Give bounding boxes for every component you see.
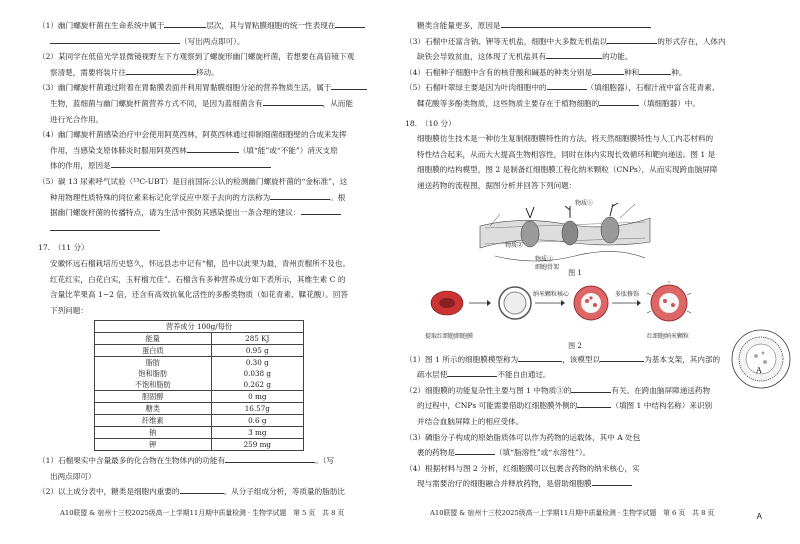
right-footer: A10联盟 & 宿州十三校2025级高一上学期11月期中质量检测 · 生物学试题 第 6 页 共 8 页 — [430, 509, 715, 517]
left-footer: A10联盟 & 宿州十三校2025级高一上学期11月期中质量检测 · 生物学试题 第 5 页 共 8 页 — [60, 509, 345, 517]
answer-blank[interactable] — [455, 446, 495, 455]
fig2-label-rbc-nanoparticle: 红细胞纳米颗粒 — [647, 332, 690, 340]
answer-blank[interactable] — [447, 368, 497, 377]
q16-3-line2: 生物，蓝细菌与幽门螺旋杆菌营养方式不同，是因为蓝细菌含有 ，从而能 — [50, 98, 353, 108]
fig2-label-extract: 提取红细胞细胞膜 — [425, 332, 474, 340]
answer-blank[interactable] — [571, 384, 611, 393]
table-row: 胆固醇 0 mg — [95, 391, 304, 403]
q16-4-line1: （4）幽门螺旋杆菌感染治疗中会使用阿莫西林，阿莫西林通过抑制细菌细胞壁的合成来发挥 — [38, 130, 347, 140]
fig2-label-core: 纳米颗粒核心 — [533, 290, 570, 298]
answer-blank[interactable] — [547, 81, 587, 90]
r4-line1: （5）石榴叶翠绿主要是因为叶肉细胞中的 （填细胞器），石榴汁液中富含花青素、 — [405, 83, 720, 93]
q16-2-line2: 察清楚，需要将装片往 移动。 — [50, 67, 219, 77]
q17-para-line4: 下列问题： — [50, 305, 88, 315]
liposome-label-a: A — [756, 366, 762, 375]
q18-heading: 18. （10 分） — [405, 118, 456, 128]
q18-para-line2: 特性结合起来，从而大大提高生物相容性，同时在体内实现长效循环和靶向递送。图 1 是 — [417, 149, 716, 159]
q16-3-line1: （3）幽门螺旋杆菌通过附着在胃黏膜表面并利用胃黏膜细胞分泌的营养物质生活，属于 — [38, 80, 373, 96]
q16-4-line3: 体的作用，原因是 — [38, 158, 373, 174]
q18-para-line4: 递送药物的流程图，据图分析并回答下列问题： — [417, 180, 577, 190]
answer-blank[interactable] — [639, 66, 671, 75]
answer-blank[interactable] — [518, 353, 562, 362]
answer-blank[interactable] — [180, 485, 224, 494]
answer-blank[interactable] — [607, 35, 657, 44]
q16-1-line1: （1）幽门螺旋杆菌在生命系统中属于 层次，其与胃粘膜细胞的统一性表现在 — [38, 18, 373, 34]
nutrition-table — [94, 320, 304, 451]
fig1-label-substance2: 物质② — [505, 241, 524, 249]
q16-5-line3: 据幽门螺旋杆菌的传播特点，请为生活中预防其感染提出一条合理的建议： — [38, 205, 373, 221]
cnp-flow-illustration — [425, 281, 745, 327]
q18-2-line3: 并结合血脑屏障上的相应受体。 — [417, 416, 524, 426]
fig1-label-substance1: 物质① — [575, 199, 594, 207]
q17-2-line1: （2）以上成分表中，糖类是细胞内重要的 。从分子组成分析，等质量的脂肪比 — [38, 487, 346, 497]
answer-blank[interactable] — [50, 35, 180, 44]
fig1-label-cytoskeleton: 细胞骨架 — [535, 263, 560, 271]
table-row: 蛋白质 0.95 g — [95, 345, 304, 357]
q18-4-line2: 现与需要治疗的细胞融合并释放药物，是借助细胞膜 — [405, 476, 745, 492]
q18-para-line3: 细胞膜的结构模型，图 2 是制备红细胞膜工程化纳米颗粒（CNPs），从而实现跨血脑屏障 — [417, 165, 718, 175]
r4-line2: 鞣花酸等多酚类物质，这些物质主要存在于植物细胞的 （填细胞器）中。 — [417, 98, 700, 108]
answer-blank[interactable] — [50, 222, 160, 231]
answer-blank[interactable] — [331, 81, 367, 90]
figure-1-caption: 图 1 — [568, 268, 582, 277]
r3-line1: （4）石榴种子细胞中含有的核苷酸和碱基的种类分别是 种和 种。 — [405, 67, 687, 77]
q18-2-line1: （2）细胞膜的功能复杂性主要与图 1 中物质③的 有关。在跨血脑屏障递送药物 — [405, 385, 711, 395]
q18-1-line1: （1）图 1 所示的细胞膜模型称为 ，该模型以 为基本支架，其内部的 — [405, 354, 721, 364]
table-header: 营养成分 100g/每份 — [95, 321, 304, 333]
answer-blank[interactable] — [301, 206, 341, 215]
answer-blank[interactable] — [546, 50, 602, 59]
q17-para-line2: 红花红实，白花白实，玉籽榴尤佳”。石榴含有多种营养成分如下表所示，其维生素 C 的 — [50, 274, 346, 284]
membrane-illustration — [475, 196, 655, 268]
q17-para-line1: 安徽怀远石榴栽培历史悠久，怀远县志中记有“榴，邑中以此果为最，青州贡榴所不及也。 — [50, 258, 351, 268]
q16-5-line2: 种用物理性质特殊的同位素来标记化学反应中原子去向的方法称为 。根 — [50, 192, 346, 202]
q16-5-line1: （5）碳 13 尿素呼气试验（¹³C-UBT）是目前国际公认的检测幽门螺旋杆菌的“金标准”，这 — [38, 176, 348, 186]
table-row: 纤维素 0.6 g — [95, 415, 304, 427]
table-row: 糖类 16.57g — [95, 403, 304, 415]
liposome-diagram — [730, 328, 792, 390]
table-row: 脂肪 饱和脂肪 不饱和脂肪 0.30 g 0.038 g 0.262 g — [95, 357, 304, 391]
table-row: 钾 259 mg — [95, 439, 304, 451]
figure-2-cnp-flowchart — [425, 281, 745, 341]
answer-blank[interactable] — [577, 399, 611, 408]
q16-1-line2: （写出两点即可）。 — [38, 34, 373, 50]
fig2-label-peptide: 多肽修饰 — [615, 290, 640, 298]
q17-1-line1: （1）石榴果实中含量最多的化合物在生物体内的功能有 。（写 — [38, 456, 335, 466]
q17-1-line2: 出两点即可） — [50, 471, 96, 481]
answer-blank[interactable] — [111, 159, 271, 168]
q16-5-line4 — [38, 221, 373, 237]
q18-2-line2: 的过程中，CNPs 可能需要借助红细胞膜外侧的 （填图 1 中结构名称）来识别 — [417, 401, 713, 411]
answer-blank[interactable] — [600, 353, 644, 362]
q16-3-line3: 进行光合作用。 — [50, 114, 104, 124]
r2-line2: 缺铁会导致贫血，这体现了无机盐具有 的功能。 — [417, 52, 633, 62]
left-page — [38, 18, 373, 500]
answer-blank[interactable] — [599, 97, 639, 106]
q18-3-line1: （3）磷脂分子构成的原始脂质体可以作为药物的运载体，其中 A 处包 — [405, 432, 641, 442]
answer-blank[interactable] — [501, 19, 651, 28]
q18-1-line2: 疏水层使 不能自由通过。 — [417, 370, 551, 380]
q17-heading: 17. （11 分） — [38, 243, 89, 253]
answer-blank[interactable] — [126, 66, 196, 75]
figure-2-caption: 图 2 — [568, 341, 582, 350]
q18-para-line1: 细胞膜仿生技术是一种仿生复制细胞膜特性的方法，将天然细胞膜特性与人工内芯材料的 — [417, 134, 714, 144]
fig1-label-substance3: 物质③ — [535, 255, 554, 263]
answer-blank[interactable] — [592, 477, 632, 486]
r2-line1: （3）石榴中还富含钠、钾等无机盐，细胞中大多数无机盐以 的形式存在，人体内 — [405, 36, 726, 46]
q17-para-line3: 含量比苹果高 1~2 倍，还含有高效抗氧化活性的多酚类物质（如花青素、鞣花酸）。回答 — [50, 290, 349, 300]
r-line1: 糖类含能量更多，原因是 — [405, 18, 745, 34]
figure-1-membrane-diagram — [475, 196, 655, 271]
paper-version-mark: A — [756, 512, 762, 521]
right-page — [405, 18, 745, 492]
q16-4-line2: 作用，当感染支原体肺炎时服用阿莫西林 （填“能”或“不能”）消灭支原 — [50, 145, 338, 155]
answer-blank[interactable] — [187, 144, 239, 153]
table-row: 能量 285 KJ — [95, 333, 304, 345]
answer-blank[interactable] — [270, 191, 330, 200]
answer-blank[interactable] — [592, 66, 624, 75]
q16-2-line1: （2）某同学在低倍光学显微镜视野左下方观察到了螺旋形幽门螺旋杆菌，若想要在高倍镜下观 — [38, 52, 355, 62]
table-row: 钠 3 mg — [95, 427, 304, 439]
answer-blank[interactable] — [164, 19, 206, 28]
answer-blank[interactable] — [263, 97, 323, 106]
answer-blank[interactable] — [225, 454, 315, 463]
q18-3-line2: 裹的药物是 （填“脂溶性”或“水溶性”）。 — [417, 448, 591, 458]
q18-4-line1: （4）根据材料与图 2 分析，红细胞膜可以包裹含药物的纳米核心，实 — [405, 463, 640, 473]
answer-blank[interactable] — [335, 19, 365, 28]
